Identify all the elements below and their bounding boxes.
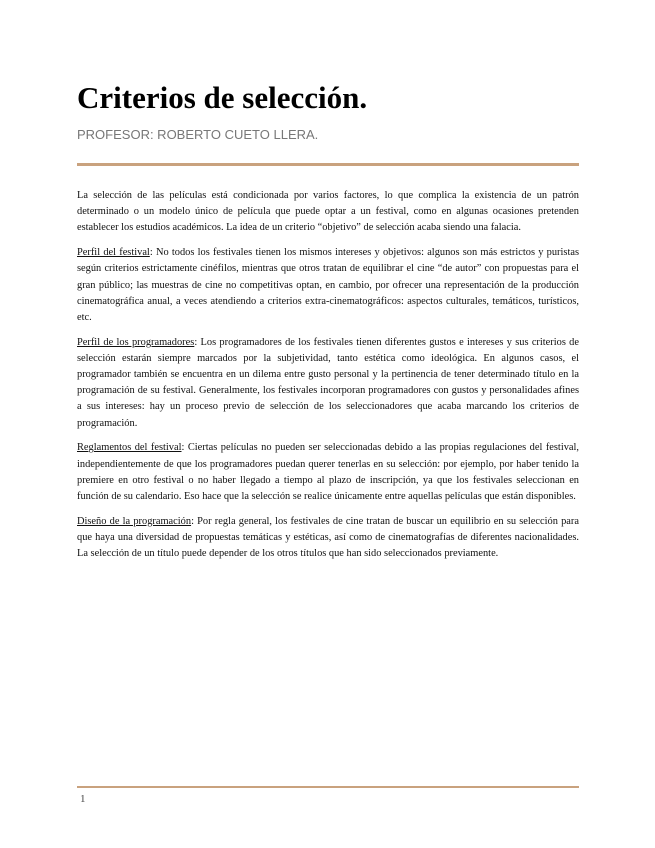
section-perfil-programadores: [77, 335, 579, 432]
header-divider: [77, 163, 579, 166]
section-heading: Perfil del festival: [77, 247, 150, 259]
section-text: : Por regla general, los festivales de cine tratan de buscar un equilibrio en su selección para que haya una diversidad de propuestas temáticas y estéticas, así como de cinematografías de diferentes nacionalidades. La selección de un título puede depender de los otros títulos que han sido seleccionados previamente.: [77, 515, 579, 560]
section-heading: Reglamentos del festival: [77, 442, 182, 454]
section-reglamentos-festival: [77, 440, 579, 505]
section-heading: Diseño de la programación: [77, 515, 192, 527]
section-text: : No todos los festivales tienen los mismos intereses y objetivos: algunos son más estrictos y puristas según criterios estrictamente cinéfilos, mientras que otros tratan de equilibrar el cine “de autor” con propuestas para el gran público; las muestras de cine no competitivas optan, en cambio, por ofrecer una representación de la producción cinematográfica anual, a veces atendiendo a criterios extra-cinematográficos: aspectos culturales, temáticos, turísticos, etc.: [77, 247, 579, 323]
author-subtitle: PROFESOR: ROBERTO CUETO LLERA.: [77, 127, 319, 142]
page-number: 1: [80, 793, 86, 805]
section-heading: Perfil de los programadores: [77, 336, 195, 348]
section-diseno-programacion: [77, 514, 579, 563]
section-perfil-festival: [77, 245, 579, 326]
section-text: : Los programadores de los festivales tienen diferentes gustos e intereses y sus criterios de selección estarán siempre marcados por la subjetividad, tanto estética como ideológica. En algunos casos, el programador también se encuentra en un dilema entre gusto personal y la pertinencia de tener determinado título en la programación de su festival. Generalmente, los festivales incorporan programadores con gustos y personalidades afines a sus intereses: hay un proceso previo de selección de los seleccionadores que acaba marcando los criterios de programación.: [77, 336, 579, 429]
page-title: Criterios de selección.: [77, 80, 368, 115]
document-body: [77, 188, 579, 571]
intro-paragraph: La selección de las películas está condicionada por varios factores, lo que complica la existencia de un patrón determinado o un modelo único de película que puede optar a un festival, como en algunas ocasiones pretenden establecer los estudios académicos. La idea de un criterio “objetivo” de selección acaba siendo una falacia.: [77, 190, 579, 234]
footer-divider: [77, 786, 579, 788]
section-text: : Ciertas películas no pueden ser seleccionadas debido a las propias regulaciones del festival, independientemente de que los programadores puedan querer tenerlas en su selección: por ejemplo, por haber tenido la premiere en otro festival o no haber llegado a tiempo al plazo de inscripción, ya que los festivales seleccionan en función de su calendario. Eso hace que la selección se realice únicamente entre aquellas películas que están disponibles.: [77, 442, 579, 502]
